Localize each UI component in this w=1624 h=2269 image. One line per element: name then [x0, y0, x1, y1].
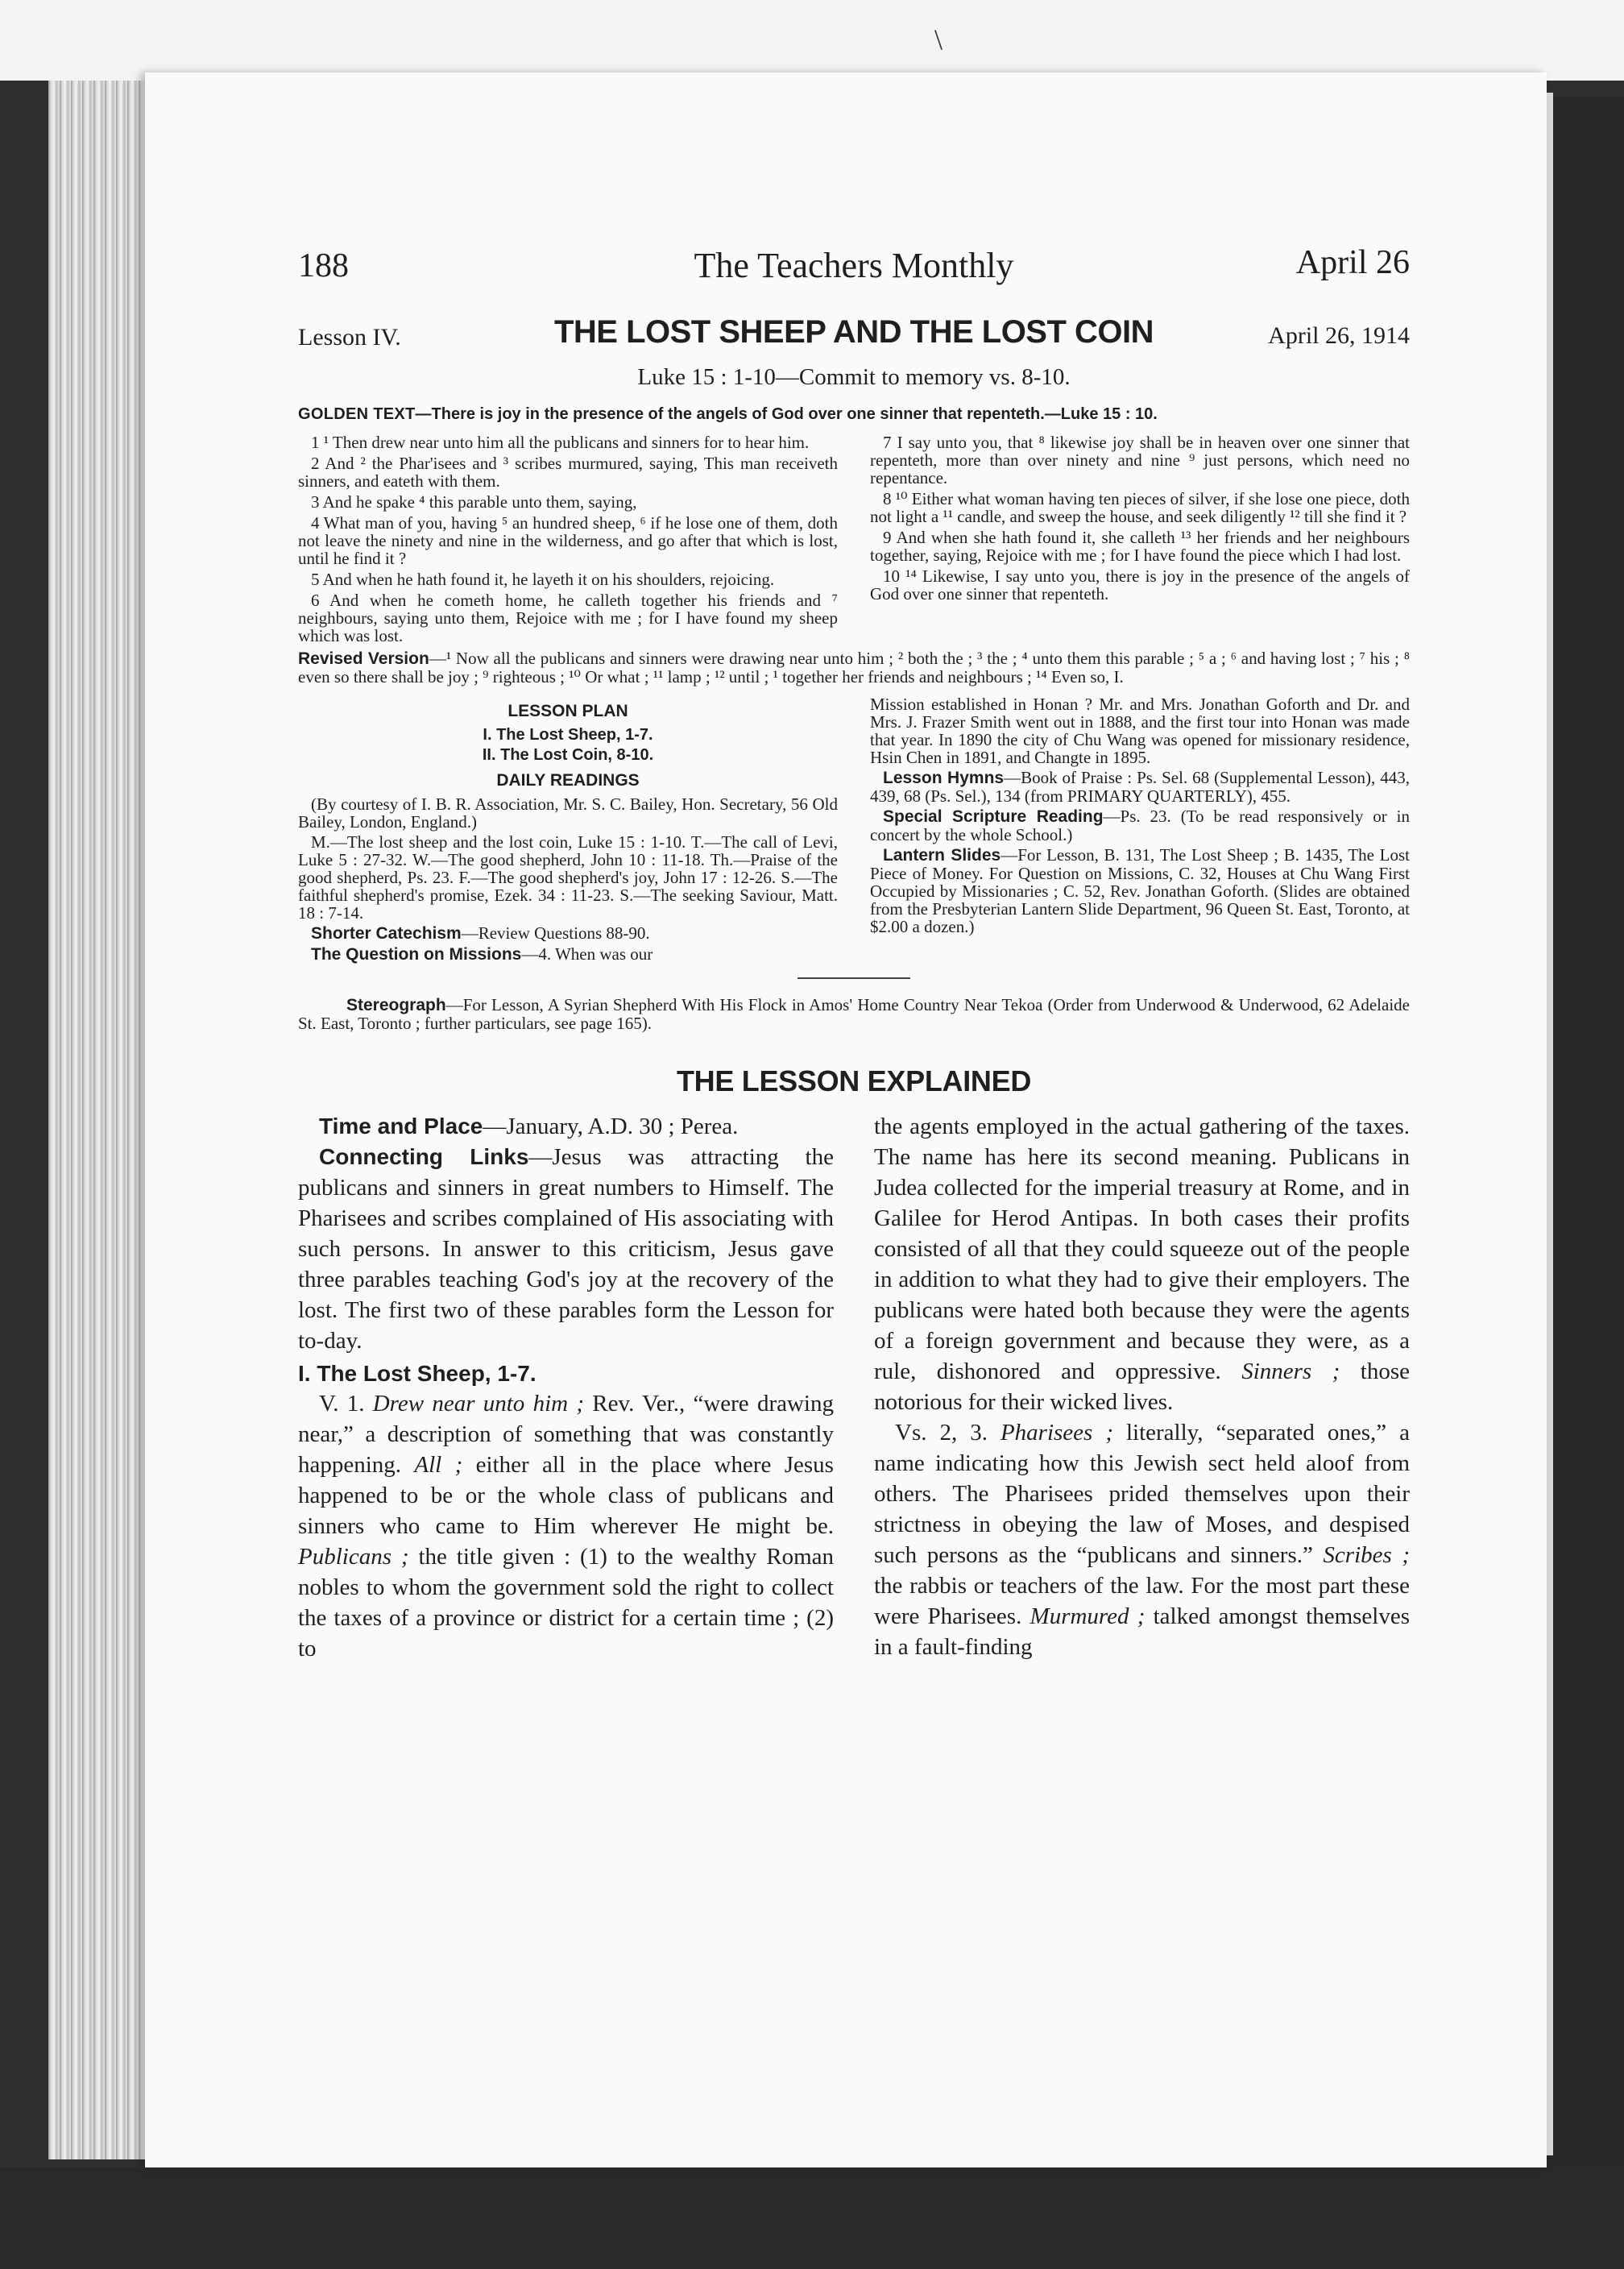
special-reading-label: Special Scripture Reading	[883, 807, 1104, 826]
lesson-plan-heading: LESSON PLAN	[508, 702, 628, 720]
missions-answer: Mission established in Honan ? Mr. and Mrs. Jonathan Goforth and Dr. and Mrs. J. Frazer Smith went out in 1888, and the first tour into Honan was made that year. In 1890 the city of Chu Wang was opened for missionary residence, Hsin Chen in 1891, and Changte in 1895.	[870, 695, 1410, 767]
lesson-hymns	[870, 769, 1410, 805]
connecting-links	[298, 1142, 834, 1356]
verses-left-column	[298, 433, 838, 648]
time-and-place-text: —January, A.D. 30 ; Perea.	[483, 1114, 739, 1139]
verses-2-3-text: talked amongst themselves in a fault-finding	[874, 1603, 1411, 1660]
lesson-plan-item: II. The Lost Coin, 8-10.	[482, 746, 654, 764]
verses-2-3-phrase: Pharisees ;	[1000, 1420, 1113, 1446]
lesson-aids-right	[870, 695, 1410, 966]
verse: 9 And when she hath found it, she calleth ¹³ her friends and her neighbours together, saying, Rejoice with me ; for I have found the piece which I had lost.	[870, 528, 1410, 565]
explained-right-column	[874, 1111, 1410, 1664]
lesson-date: April 26, 1914	[1268, 322, 1410, 349]
stereograph-text: —For Lesson, A Syrian Shepherd With His Flock in Amos' Home Country Near Tekoa (Order from Underwood & Underwood, 62 Adelaide St. East, Toronto ; further particulars, see page 165).	[298, 995, 1410, 1033]
scripture-reference: Luke 15 : 1-10—Commit to memory vs. 8-10.	[637, 364, 1071, 390]
scan-mark: \	[934, 23, 943, 56]
sinners-text: those notorious for their wicked lives.	[874, 1358, 1411, 1415]
verse: 8 ¹⁰ Either what woman having ten pieces of silver, if she lose one piece, doth not light a ¹¹ candle, and sweep the house, and seek diligently ¹² till she find it ?	[870, 489, 1410, 526]
verse-1-phrase: Drew near unto him ;	[372, 1391, 584, 1417]
golden-text-label: GOLDEN TEXT	[298, 405, 416, 423]
lantern-slides	[870, 846, 1410, 935]
time-and-place-label: Time and Place	[319, 1114, 483, 1139]
daily-readings-courtesy: (By courtesy of I. B. R. Association, Mr. S. C. Bailey, Hon. Secretary, 56 Old Bailey, London, England.)	[298, 794, 838, 832]
lesson-hymns-label: Lesson Hymns	[883, 769, 1005, 787]
connecting-links-text: —Jesus was attracting the publicans and sinners in great numbers to Himself. The Pharisees and scribes complained of His associating with such persons. In answer to this criticism, Jesus gave three parables teaching God's joy at the recovery of the lost. The first two of these parables form the Lesson for to-day.	[298, 1144, 834, 1354]
verse: 3 And he spake ⁴ this parable unto them, saying,	[311, 492, 637, 512]
scripture-verses	[298, 433, 1410, 648]
verses-2-3-phrase: Scribes ;	[1323, 1542, 1410, 1568]
missions-question-label: The Question on Missions	[311, 945, 522, 964]
scan-top-margin	[0, 0, 1624, 81]
shorter-catechism-text: —Review Questions 88-90.	[461, 923, 650, 943]
lesson-header	[298, 314, 1410, 363]
shorter-catechism	[298, 924, 838, 943]
page-content	[298, 242, 1410, 1664]
lesson-explained-body	[298, 1111, 1410, 1664]
verse-1-text: the title given : (1) to the wealthy Roman nobles to whom the government sold the right to collect the taxes of a province or district for a certain time ; (2) to	[298, 1544, 834, 1661]
verses-2-3-text: the rabbis or teachers of the law. For the most part these were Pharisees.	[874, 1573, 1410, 1629]
verse-1-commentary	[298, 1388, 834, 1664]
verse-1-text: Rev. Ver., “were drawing near,” a description of something that was constantly happening.	[298, 1391, 834, 1478]
revised-version-text: —¹ Now all the publicans and sinners were drawing near unto him ; ² both the ; ³ the ; ⁴ unto them this parable ; ⁵ a ; ⁶ and having lost ; ⁷ his ; ⁸ even so there shall be joy ; ⁹ righteous ; ¹⁰ Or what ; ¹¹ lamp ; ¹² until ; ¹ together her friends and neighbours ; ¹⁴ Even so, I.	[298, 649, 1411, 687]
lesson-aids	[298, 695, 1410, 966]
explained-left-column	[298, 1111, 834, 1664]
revised-version-label: Revised Version	[298, 649, 429, 668]
revised-version	[298, 649, 1410, 686]
golden-text	[298, 405, 1410, 424]
lesson-explained-heading: THE LESSON EXPLAINED	[676, 1064, 1032, 1097]
page-number: 188	[298, 247, 349, 284]
section-divider	[798, 977, 910, 979]
lesson-hymns-text: —Book of Praise : Ps. Sel. 68 (Supplemental Lesson), 443, 439, 68 (Ps. Sel.), 134 (from PRIMARY QUARTERLY), 455.	[870, 768, 1410, 806]
scan-right-border	[1547, 97, 1624, 2269]
section-heading-lost-sheep: I. The Lost Sheep, 1-7.	[298, 1361, 536, 1386]
lesson-number: Lesson IV.	[298, 324, 401, 351]
lantern-slides-text: —For Lesson, B. 131, The Lost Sheep ; B. 1435, The Lost Piece of Money. For Question on Missions, C. 32, Houses at Chu Wang First Occupied by Missionaries ; C. 52, Rev. Jonathan Goforth. (Slides are obtained from the Presbyterian Lantern Slide Department, 96 Queen St. East, Toronto, at $2.00 a dozen.)	[870, 845, 1410, 936]
verses-2-3-phrase: Murmured ;	[1030, 1603, 1146, 1629]
lesson-plan-item: I. The Lost Sheep, 1-7.	[483, 726, 653, 744]
connecting-links-label: Connecting Links	[319, 1144, 529, 1169]
verses-2-3-ref: Vs. 2, 3.	[895, 1420, 1000, 1446]
verse: 4 What man of you, having ⁵ an hundred sheep, ⁶ if he lose one of them, doth not leave the ninety and nine in the wilderness, and go after that which is lost, until he find it ?	[298, 513, 838, 568]
missions-question-text: —4. When was our	[521, 944, 653, 964]
special-reading-text: —Ps. 23. (To be read responsively or in concert by the whole School.)	[870, 807, 1410, 844]
verse: 1 ¹ Then drew near unto him all the publicans and sinners for to hear him.	[311, 433, 810, 452]
publicans-continued	[874, 1111, 1410, 1417]
verse: 7 I say unto you, that ⁸ likewise joy shall be in heaven over one sinner that repenteth, more than over ninety and nine ⁹ just persons, which need no repentance.	[870, 433, 1410, 487]
verses-2-3-commentary	[874, 1417, 1410, 1662]
verse-1-ref: V. 1.	[319, 1391, 373, 1417]
stereograph	[298, 996, 1410, 1032]
lesson-title: THE LOST SHEEP AND THE LOST COIN	[553, 314, 1154, 350]
running-head	[298, 242, 1410, 290]
issue-date: April 26	[1295, 244, 1410, 281]
verse: 5 And when he hath found it, he layeth it on his shoulders, rejoicing.	[311, 570, 775, 589]
verse: 2 And ² the Phar'isees and ³ scribes murmured, saying, This man receiveth sinners, and eateth with them.	[298, 454, 838, 491]
golden-text-body: —There is joy in the presence of the angels of God over one sinner that repenteth.—Luke 15 : 10.	[415, 405, 1158, 423]
publicans-text: the agents employed in the actual gathering of the taxes. The name has here its second meaning. Publicans in Judea collected for the imperial treasury at Rome, and in Galilee for Herod Antipas. In both cases their profits consisted of all that they could squeeze out of the people in addition to what they had to give their employers. The publicans were hated both because they were the agents of a foreign government and because they were, as a rule, dishonored and oppressive.	[874, 1114, 1410, 1384]
daily-readings-list: M.—The lost sheep and the lost coin, Luke 15 : 1-10. T.—The call of Levi, Luke 5 : 27-32. W.—The good shepherd, John 10 : 11-18. Th.—Praise of the good shepherd, Ps. 23. F.—The good shepherd's joy, John 17 : 12-26. S.—The faithful shepherd's promise, Ezek. 34 : 11-23. S.—The seeking Saviour, Matt. 18 : 7-14.	[298, 832, 838, 923]
scan-bottom-border	[0, 2167, 1624, 2269]
daily-readings-heading: DAILY READINGS	[496, 771, 640, 790]
special-scripture-reading	[870, 807, 1410, 844]
verses-2-3-text: literally, “separated ones,” a name indicating how this Jewish sect held aloof from others. The Pharisees prided themselves upon their strictness in obeying the law of Moses, and despised such persons as the “publicans and sinners.”	[874, 1420, 1411, 1568]
verses-right-column	[870, 433, 1410, 648]
verse-1-phrase: Publicans ;	[298, 1544, 409, 1570]
journal-title: The Teachers Monthly	[694, 246, 1014, 285]
missions-question	[298, 945, 838, 964]
sinners-phrase: Sinners ;	[1241, 1358, 1340, 1384]
time-and-place	[298, 1111, 834, 1142]
verse: 6 And when he cometh home, he calleth together his friends and ⁷ neighbours, saying unto them, Rejoice with me ; for I have found my sheep which was lost.	[298, 591, 838, 645]
lesson-aids-left	[298, 695, 838, 966]
verse-1-text: either all in the place where Jesus happened to be or the whole class of publicans and sinners who came to Him wherever He might be.	[298, 1452, 834, 1539]
lantern-slides-label: Lantern Slides	[883, 846, 1001, 865]
shorter-catechism-label: Shorter Catechism	[311, 924, 462, 943]
verse: 10 ¹⁴ Likewise, I say unto you, there is joy in the presence of the angels of God over one sinner that repenteth.	[870, 566, 1410, 604]
verse-1-phrase: All ;	[414, 1452, 463, 1478]
stereograph-label: Stereograph	[346, 996, 446, 1014]
